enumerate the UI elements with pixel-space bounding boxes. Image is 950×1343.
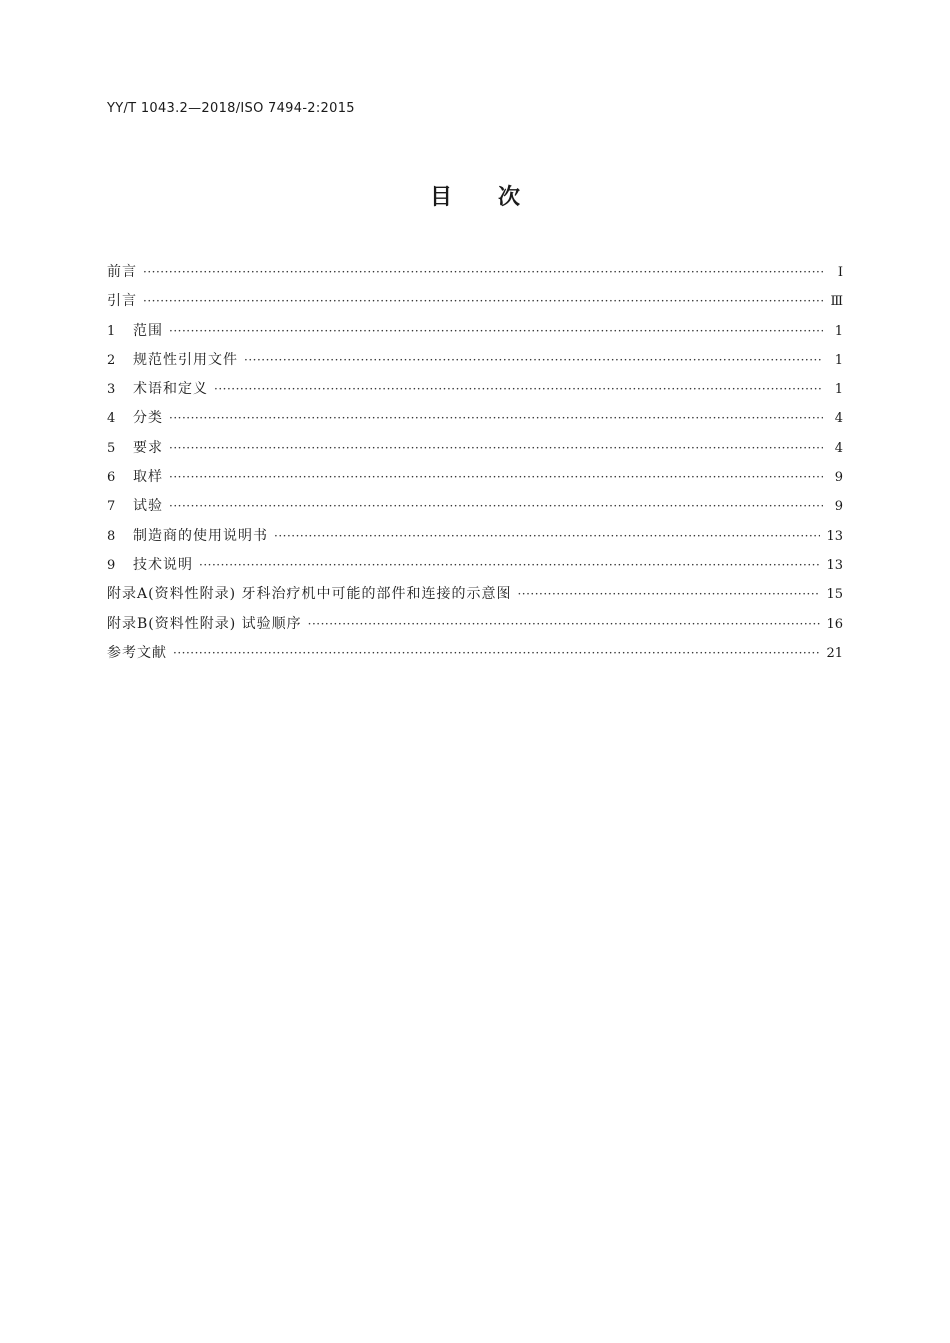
toc-page-number: 9 <box>834 470 843 486</box>
toc-page-number: Ⅲ <box>830 294 843 310</box>
toc-page-number: 4 <box>834 440 843 456</box>
dot-leader <box>169 463 823 492</box>
toc-entry-number: 6 <box>107 470 116 486</box>
toc-page-number: 13 <box>826 528 843 544</box>
toc-entry-normative-references[interactable] <box>107 346 843 375</box>
dot-leader <box>214 375 823 404</box>
toc-entry-title: 技术说明 <box>133 556 193 573</box>
toc-page-number: Ⅰ <box>837 265 843 280</box>
toc-entry-number: 8 <box>107 528 116 544</box>
toc-entry-annex-b[interactable] <box>107 610 843 639</box>
toc-entry-title: 附录A(资料性附录) 牙科治疗机中可能的部件和连接的示意图 <box>107 586 512 603</box>
dot-leader <box>244 346 823 375</box>
table-of-contents <box>107 258 843 668</box>
toc-entry-title: 前言 <box>107 264 137 280</box>
toc-entry-number: 2 <box>107 352 116 368</box>
toc-entry-requirements[interactable] <box>107 434 843 463</box>
toc-entry-title: 附录B(资料性附录) 试验顺序 <box>107 615 302 632</box>
dot-leader <box>143 258 823 287</box>
toc-entry-technical-description[interactable] <box>107 551 843 580</box>
dot-leader <box>308 610 821 639</box>
page-title: 目次 <box>429 185 566 210</box>
toc-entry-number: 1 <box>107 323 116 339</box>
dot-leader <box>274 522 820 551</box>
toc-page-number: 1 <box>834 323 843 339</box>
dot-leader <box>517 580 820 609</box>
toc-entry-title: 要求 <box>133 439 163 456</box>
toc-entry-instructions-for-use[interactable] <box>107 522 843 551</box>
toc-page-number: 1 <box>834 352 843 368</box>
toc-entry-number: 9 <box>107 557 116 573</box>
toc-entry-title: 制造商的使用说明书 <box>133 527 268 544</box>
toc-entry-testing[interactable] <box>107 492 843 521</box>
toc-entry-title: 分类 <box>133 410 163 427</box>
toc-page-number: 15 <box>826 587 843 603</box>
dot-leader <box>169 404 823 433</box>
toc-entry-sampling[interactable] <box>107 463 843 492</box>
toc-entry-number: 4 <box>107 411 116 427</box>
dot-leader <box>199 551 820 580</box>
toc-page-number: 13 <box>826 557 843 573</box>
toc-page-number: 4 <box>834 411 843 427</box>
toc-entry-title: 术语和定义 <box>133 381 208 398</box>
dot-leader <box>143 287 823 316</box>
toc-entry-annex-a[interactable] <box>107 580 843 609</box>
dot-leader <box>169 434 823 463</box>
toc-page-number: 9 <box>834 499 843 515</box>
toc-entry-title: 规范性引用文件 <box>133 351 238 368</box>
toc-entry-bibliography[interactable] <box>107 639 843 668</box>
toc-entry-terms-definitions[interactable] <box>107 375 843 404</box>
toc-entry-introduction[interactable] <box>107 287 843 316</box>
dot-leader <box>173 639 820 668</box>
document-header: YY/T 1043.2—2018/ISO 7494-2:2015 <box>107 101 355 116</box>
toc-page-number: 16 <box>826 616 843 632</box>
toc-entry-number: 7 <box>107 499 116 515</box>
dot-leader <box>169 492 823 521</box>
toc-entry-title: 试验 <box>133 498 163 515</box>
toc-page-number: 1 <box>834 382 843 398</box>
dot-leader <box>169 317 823 346</box>
toc-entry-scope[interactable] <box>107 317 843 346</box>
toc-page-number: 21 <box>826 645 843 661</box>
toc-entry-title: 范围 <box>133 322 163 339</box>
toc-entry-number: 3 <box>107 382 116 398</box>
toc-entry-title: 参考文献 <box>107 644 167 661</box>
toc-entry-title: 取样 <box>133 469 163 486</box>
toc-entry-number: 5 <box>107 440 116 456</box>
toc-entry-foreword[interactable] <box>107 258 843 287</box>
toc-entry-title: 引言 <box>107 293 137 310</box>
toc-entry-classification[interactable] <box>107 404 843 433</box>
